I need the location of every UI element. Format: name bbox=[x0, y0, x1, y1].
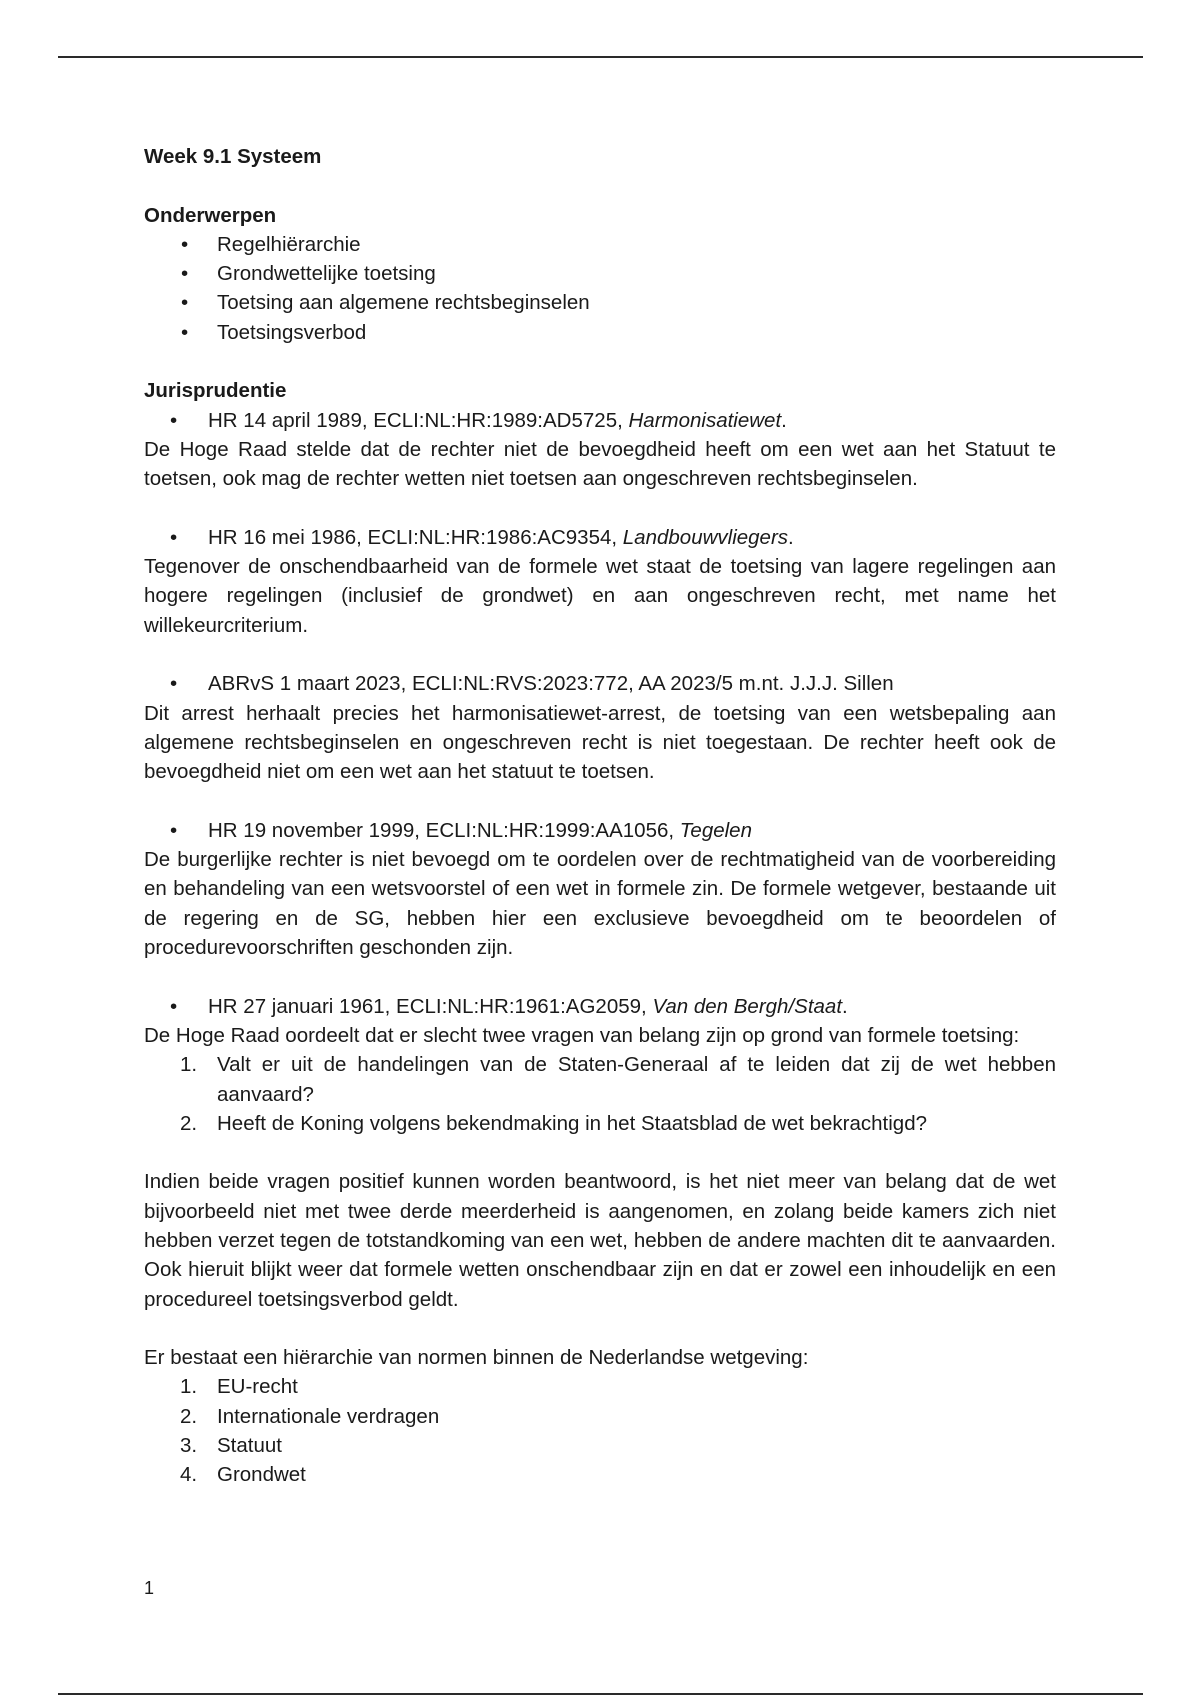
header-rule bbox=[58, 56, 1143, 58]
document-title: Week 9.1 Systeem bbox=[144, 145, 322, 168]
footer-rule bbox=[58, 1693, 1143, 1695]
case-summary: Tegenover de onschendbaarheid van de formele wet staat de toetsing van lagere regelingen aan hogere regelingen (inclusief de grondwet) en aan ongeschreven recht, met name het willekeurcriterium. bbox=[144, 555, 1056, 637]
case-summary: De Hoge Raad stelde dat de rechter niet de bevoegdheid heeft om een wet aan het Statuut te toetsen, ook mag de rechter wetten niet toetsen aan ongeschreven rechtsbeginselen. bbox=[144, 437, 1056, 491]
case-summary: De burgerlijke rechter is niet bevoegd om te oordelen over de rechtmatigheid van de voorbereiding en behandeling van een wetsvoorstel of een wet in formele zin. De formele wetgever, bestaande uit de regering en de SG, hebben hier een exclusieve bevoegdheid om te beoordelen of procedurevoorschriften geschonden zijn. bbox=[144, 848, 1056, 960]
topic-item: • Grondwettelijke toetsing bbox=[144, 259, 1056, 288]
hierarchy-list bbox=[144, 1372, 1056, 1489]
jurisprudence-heading: Jurisprudentie bbox=[144, 379, 287, 403]
case-name: Tegelen bbox=[679, 818, 752, 842]
case-citation: • ABRvS 1 maart 2023, ECLI:NL:RVS:2023:772, AA 2023/5 m.nt. J.J.J. Sillen bbox=[144, 669, 1056, 698]
case-summary: Dit arrest herhaalt precies het harmonisatiewet-arrest, de toetsing van een wetsbepaling aan algemene rechtsbeginselen en ongeschreven recht is niet toegestaan. De rechter heeft ook de bevoegdheid niet om een wet aan het statuut te toetsen. bbox=[144, 701, 1056, 784]
questions-list bbox=[144, 1050, 1056, 1138]
question-item: 1. Valt er uit de handelingen van de Staten-Generaal af te leiden dat zij de wet hebben aanvaard? bbox=[180, 1053, 1056, 1106]
topic-item: • Toetsing aan algemene rechtsbeginselen bbox=[144, 288, 1056, 317]
hierarchy-item: 3. Statuut bbox=[180, 1434, 282, 1458]
hierarchy-item: 4. Grondwet bbox=[180, 1463, 306, 1487]
case-name: Landbouwvliegers bbox=[622, 525, 789, 549]
topics-heading: Onderwerpen bbox=[144, 203, 277, 227]
topic-item: • Toetsingsverbod bbox=[144, 318, 1056, 347]
case-citation: • HR 19 november 1999, ECLI:NL:HR:1999:AA1056, Tegelen bbox=[144, 816, 1056, 845]
hierarchy-item: 2. Internationale verdragen bbox=[180, 1404, 440, 1428]
hierarchy-intro: Er bestaat een hiërarchie van normen binnen de Nederlandse wetgeving: bbox=[144, 1346, 809, 1370]
topics-list bbox=[144, 230, 1056, 347]
topic-item: • Regelhiërarchie bbox=[144, 230, 1056, 259]
case-citation: • HR 14 april 1989, ECLI:NL:HR:1989:AD5725, Harmonisatiewet. bbox=[144, 406, 1056, 435]
document-body bbox=[144, 142, 1056, 1490]
case-citation: • HR 27 januari 1961, ECLI:NL:HR:1961:AG2059, Van den Bergh/Staat. bbox=[144, 992, 1056, 1021]
case-name: Harmonisatiewet bbox=[628, 408, 782, 432]
hierarchy-item: 1. EU-recht bbox=[180, 1375, 298, 1399]
question-item: 2. Heeft de Koning volgens bekendmaking in het Staatsblad de wet bekrachtigd? bbox=[180, 1111, 928, 1135]
conclusion-paragraph: Indien beide vragen positief kunnen worden beantwoord, is het niet meer van belang dat de wet bijvoorbeeld niet met twee derde meerderheid is aangenomen, en zolang beide kamers zich niet hebben verzet tegen de totstandkoming van een wet, hebben de andere machten dit te aanvaarden. Ook hieruit blijkt weer dat formele wetten onschendbaar zijn en dat er zowel een inhoudelijk en een procedureel toetsingsverbod geldt. bbox=[144, 1170, 1056, 1311]
case-name: Van den Bergh/Staat bbox=[652, 994, 843, 1018]
case-citation: • HR 16 mei 1986, ECLI:NL:HR:1986:AC9354, Landbouwvliegers. bbox=[144, 523, 1056, 552]
case-summary: De Hoge Raad oordeelt dat er slecht twee vragen van belang zijn op grond van formele toetsing: bbox=[144, 1023, 1020, 1047]
page-number: 1 bbox=[144, 1578, 155, 1598]
